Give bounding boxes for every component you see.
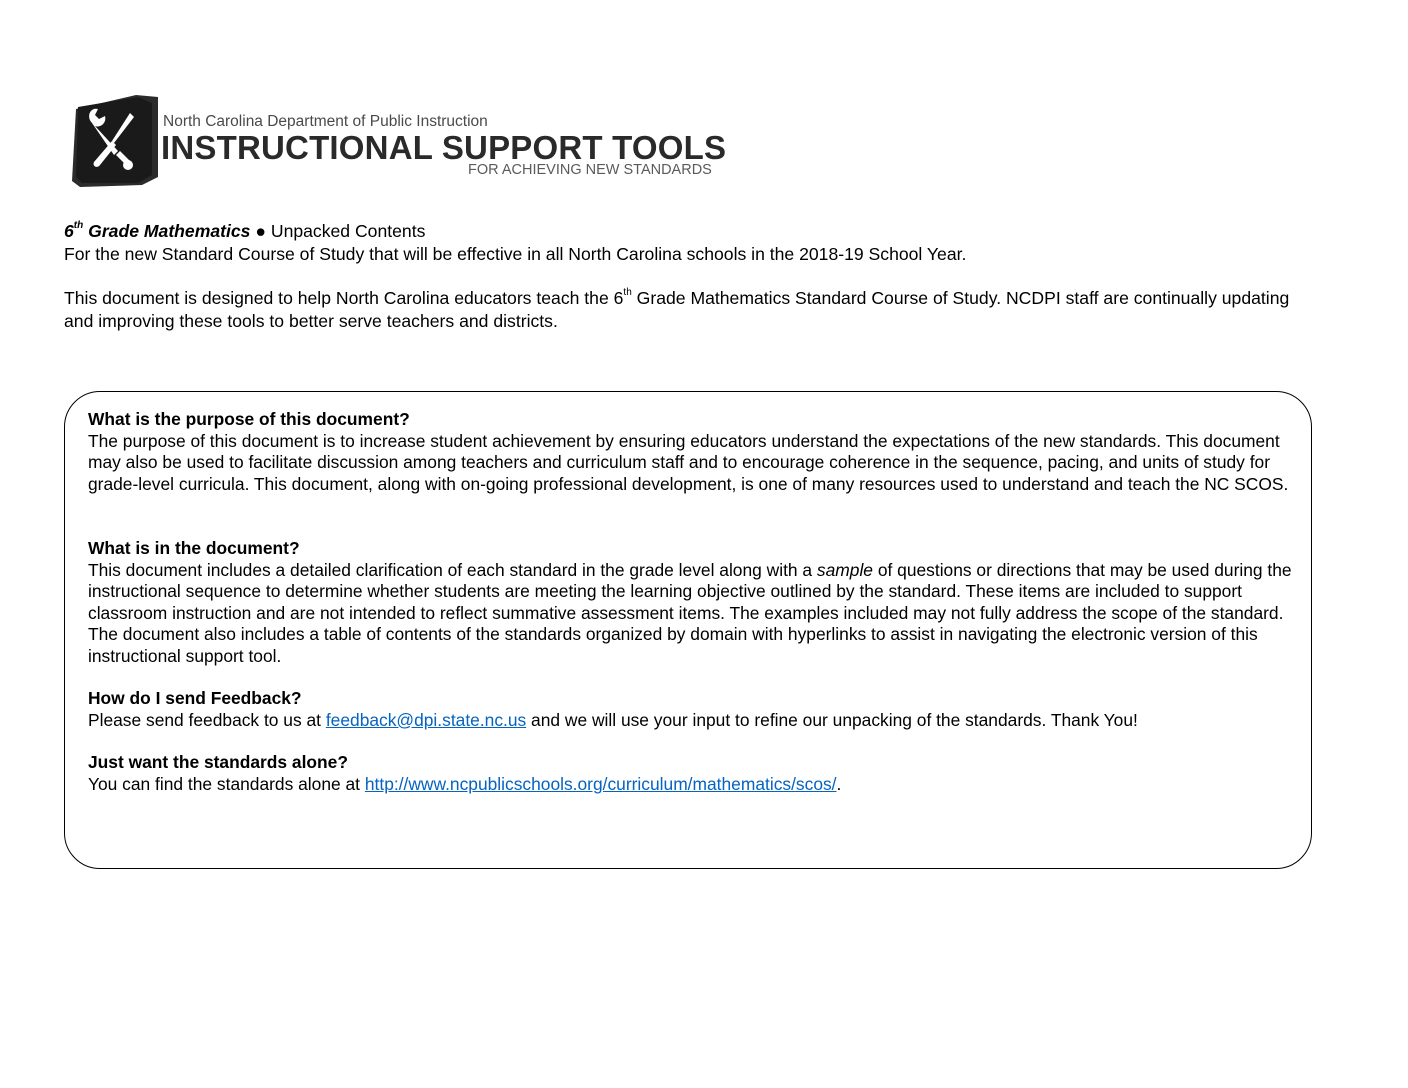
intro-paragraph <box>64 287 1294 333</box>
grade-suffix: th <box>73 220 84 232</box>
document-title <box>64 220 425 243</box>
contents-body-emphasis: sample <box>816 559 873 580</box>
feedback-body-a: Please send feedback to us at <box>88 709 326 730</box>
tools-icon <box>68 93 160 187</box>
subject-name: Grade Mathematics <box>83 221 251 241</box>
intro-text-b: Grade Mathematics Standard Course of Study. NCDPI staff are continually updating and improving these tools to better serve teachers and districts. <box>64 288 1290 331</box>
logo-org-name: North Carolina Department of Public Instruction <box>163 113 488 130</box>
contents-heading: What is in the document? <box>88 538 300 558</box>
intro-text-a: This document is designed to help North Carolina educators teach the 6 <box>64 288 624 308</box>
standards-body-a: You can find the standards alone at <box>88 773 365 794</box>
document-type: Unpacked Contents <box>270 221 426 241</box>
contents-body-b: of questions or directions that may be used during the instructional sequence to determine whether students are meeting the learning objective outlined by the standard. These items are included to support classroom instruction and are not intended to reflect summative assessment items. The examples included may not fully address the scope of the standard. The document also includes a table of contents of the standards organized by domain with hyperlinks to assist in navigating the electronic version of this instructional support tool. <box>88 559 1292 666</box>
contents-body-a: This document includes a detailed clarification of each standard in the grade level along with a <box>88 559 817 580</box>
feedback-email-link[interactable]: feedback@dpi.state.nc.us <box>325 709 527 730</box>
feedback-section <box>88 688 1298 731</box>
effective-note: For the new Standard Course of Study that will be effective in all North Carolina schools in the 2018-19 School Year. <box>64 244 967 264</box>
purpose-section <box>88 409 1298 495</box>
dpi-logo <box>68 93 738 189</box>
standards-url-link[interactable]: http://www.ncpublicschools.org/curriculum/mathematics/scos/ <box>364 773 837 794</box>
standards-body-b: . <box>836 773 842 794</box>
contents-section <box>88 538 1298 668</box>
intro-suffix: th <box>623 287 632 299</box>
grade-number: 6 <box>64 221 74 241</box>
purpose-body: The purpose of this document is to increase student achievement by ensuring educators understand the expectations of the new standards. This document may also be used to facilitate discussion among teachers and curriculum staff and to encourage coherence in the sequence, pacing, and units of study for grade-level curricula. This document, along with on-going professional development, is one of many resources used to understand and teach the NC SCOS. <box>88 430 1289 494</box>
standards-heading: Just want the standards alone? <box>88 752 348 772</box>
title-separator: ● <box>250 221 271 241</box>
feedback-body-b: and we will use your input to refine our unpacking of the standards. Thank You! <box>526 709 1138 730</box>
standards-section <box>88 752 1298 795</box>
logo-tagline: FOR ACHIEVING NEW STANDARDS <box>468 162 712 178</box>
feedback-heading: How do I send Feedback? <box>88 688 302 708</box>
logo-title: INSTRUCTIONAL SUPPORT TOOLS <box>161 129 727 166</box>
purpose-heading: What is the purpose of this document? <box>88 409 410 429</box>
